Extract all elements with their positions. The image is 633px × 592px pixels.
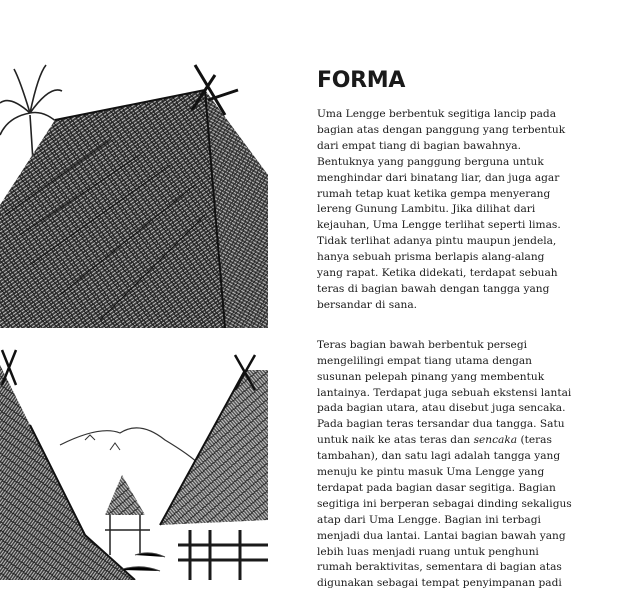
- text-line: dari empat tiang di bagian bawahnya.: [317, 139, 521, 152]
- text-line: segitiga ini berperan sebagai dinding sekaligus: [317, 497, 572, 510]
- paragraph-terrace-description: [317, 338, 617, 592]
- text-line: teras di bagian bawah dengan tangga yang: [317, 282, 550, 295]
- illustration-roof-sketch: [0, 55, 268, 328]
- text-line: terdapat pada bagian dasar segitiga. Bagian: [317, 481, 556, 494]
- text-line: bagian atas dengan panggung yang terbentuk: [317, 123, 566, 136]
- text-line: rumah beraktivitas, sementara di bagian atas: [317, 561, 562, 574]
- text-line: atap dari Uma Lengge. Bagian ini terbagi: [317, 513, 541, 526]
- text-line: lantainya. Terdapat juga sebuah ekstensi lantai: [317, 386, 572, 399]
- illustration-village-sketch: [0, 345, 268, 580]
- text-line: bersandar di sana.: [317, 298, 418, 311]
- paragraph-form-overview: [317, 107, 617, 314]
- text-line: Bentuknya yang panggung berguna untuk: [317, 155, 544, 168]
- text-line: lebih luas menjadi ruang untuk penghuni: [317, 545, 539, 558]
- text-line: menjadi dua lantai. Lantai bagian bawah yang: [317, 529, 566, 542]
- text-line: menuju ke pintu masuk Uma Lengge yang: [317, 466, 545, 479]
- text-line: Pada bagian teras tersandar dua tangga. Satu: [317, 418, 565, 431]
- text-line: Teras bagian bawah berbentuk persegi: [317, 338, 527, 351]
- text-line: yang rapat. Ketika didekati, terdapat sebuah: [317, 267, 558, 280]
- section-heading: FORMA: [317, 68, 406, 93]
- text-line: hanya sebuah prisma berlapis alang-alang: [317, 251, 545, 264]
- text-line: kejauhan, Uma Lengge terlihat seperti limas.: [317, 219, 561, 232]
- text-line-with-italic: [317, 433, 617, 449]
- text-line: tambahan), dan satu lagi adalah tangga yang: [317, 450, 561, 463]
- text-line: menghindar dari binatang liar, dan juga agar: [317, 171, 560, 184]
- text-fragment: untuk naik ke atas teras dan: [317, 434, 474, 447]
- text-column: [317, 68, 617, 592]
- text-line: Tidak terlihat adanya pintu maupun jendela,: [317, 235, 557, 248]
- text-line: lereng Gunung Lambitu. Jika dilihat dari: [317, 203, 536, 216]
- text-line: mengelilingi empat tiang utama dengan: [317, 354, 532, 367]
- text-line: susunan pelepah pinang yang membentuk: [317, 370, 545, 383]
- text-line: pada bagian utara, atau disebut juga sencaka.: [317, 402, 566, 415]
- text-line: rumah tetap kuat ketika gempa menyerang: [317, 187, 551, 200]
- text-line: Uma Lengge berbentuk segitiga lancip pada: [317, 108, 557, 120]
- text-fragment: (teras: [517, 434, 552, 447]
- text-line: digunakan sebagai tempat penyimpanan padi: [317, 577, 562, 590]
- italic-term-sencaka: sencaka: [473, 434, 518, 447]
